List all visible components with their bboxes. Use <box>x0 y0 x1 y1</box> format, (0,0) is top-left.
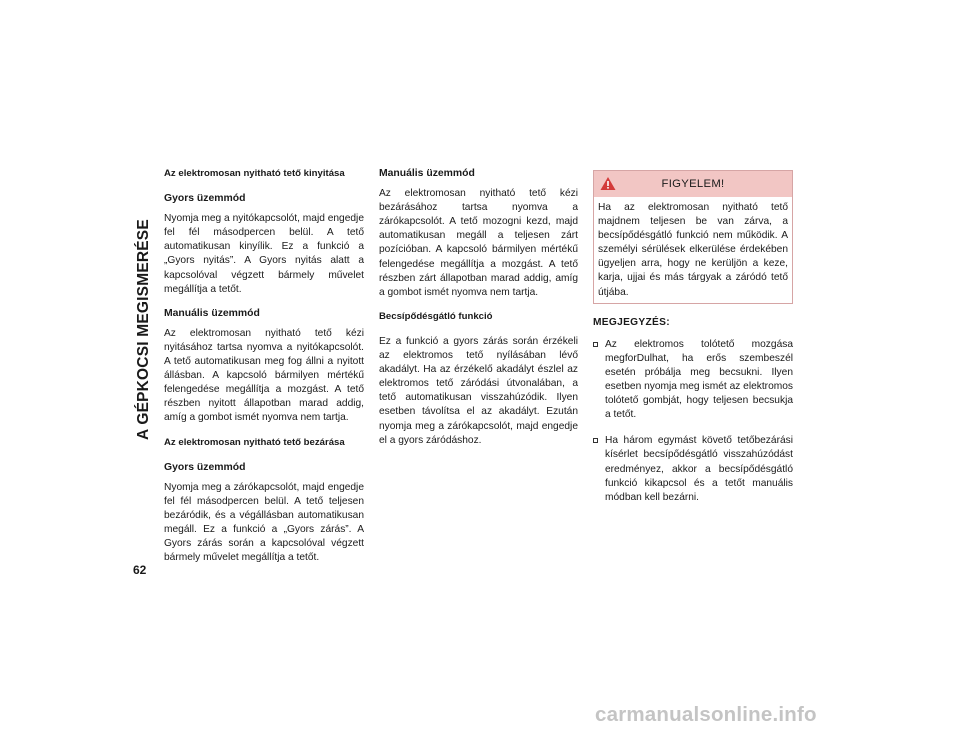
column-left <box>164 167 364 575</box>
note-item-text: Az elektromos tolótető mozgása megforDulhat, ha erős szembeszél esetén próbálja meg becsukni. Ilyen esetben nyomja meg ismét az elektromos tolótető gombját, hogy teljesen becsukja a tetőt. <box>605 338 793 421</box>
paragraph-manual-open: Az elektromosan nyitható tető kézi nyitásához tartsa nyomva a nyitókapcsolót. A tető automatikusan meg fog állni a nyitott állásban. A kapcsoló bármilyen mértékű felengedése megállítja a mozgást. A tető részben nyitott állapotban marad addig, amíg a gombot ismét nyomva nem tartja. <box>164 327 364 424</box>
paragraph-fast-open: Nyomja meg a nyitókapcsolót, majd engedje fel fél másodpercen belül. A tető automatikusan kinyílik. Ez a funkció a „Gyors nyitás”. A Gyors nyitás alatt a kapcsolóval végzett bármely művelet megállítja a tetőt. <box>164 213 364 295</box>
subheading-manual-close: Manuális üzemmód <box>379 168 475 179</box>
subheading-fast-open: Gyors üzemmód <box>164 193 246 205</box>
warning-text: Ha az elektromosan nyitható tető majdnem teljesen be van zárva, a becsípődésgátló funkció nem működik. A személyi sérülések elkerülése érdekében ügyeljen arra, hogy ne kerüljön a keze, karja, ujjai és más tárgyak a záródó tető útjába. <box>598 202 788 298</box>
warning-triangle-icon <box>600 176 616 191</box>
note-item <box>593 338 793 423</box>
paragraph-pinch-protection: Ez a funkció a gyors zárás során érzékeli az elektromos tető nyílásában lévő akadályt. Ha az érzékelő akadályt észlel az elektromos tető záródási útvonalában, a tető automatikusan visszahúzódik. Ilyen esetben távolítsa el az akadályt. Ezután nyomja meg a zárókapcsolót, majd engedje el a gyors záródáshoz. <box>379 335 578 446</box>
note-item-text: Ha három egymást követő tetőbezárási kísérlet becsípődésgátló visszahúzódást eredményez, akkor a becsípődésgátló funkció kikapcsol és a tetőt manuális módban kell bezárni. <box>605 435 793 503</box>
square-bullet-icon <box>593 438 598 443</box>
subheading-manual-open: Manuális üzemmód <box>164 307 260 319</box>
paragraph-fast-close: Nyomja meg a zárókapcsolót, majd engedje fel fél másodpercen belül. A tető teljesen bezáródik, és a végállásban automatikusan megáll. Ez a funkció a „Gyors zárás”. A Gyors zárás során a kapcsolóval végzett bármely művelet megállítja a tetőt. <box>164 481 364 564</box>
section-side-title: A GÉPKOCSI MEGISMERÉSE <box>135 219 152 440</box>
column-right <box>593 170 793 517</box>
warning-box <box>593 170 793 304</box>
subheading-fast-close: Gyors üzemmód <box>164 461 246 473</box>
heading-pinch-protection: Becsípődésgátló funkció <box>379 310 493 322</box>
warning-header <box>594 171 792 197</box>
square-bullet-icon <box>593 342 598 347</box>
page-number: 62 <box>133 563 147 577</box>
column-middle <box>379 167 578 458</box>
heading-open-sunroof: Az elektromosan nyitható tető kinyitása <box>164 168 345 179</box>
watermark: carmanualsonline.info <box>595 703 817 726</box>
warning-title: FIGYELEM! <box>661 177 725 190</box>
heading-close-sunroof: Az elektromosan nyitható tető bezárása <box>164 436 345 448</box>
note-item <box>593 434 793 504</box>
paragraph-manual-close: Az elektromosan nyitható tető kézi bezárásához tartsa nyomva a zárókapcsolót. A tető mozogni kezd, majd automatikusan megáll a teljesen zárt pozícióban. A kapcsoló bármilyen mértékű felengedése megállítja a mozgást. A tető részben zárt állapotban marad addig, amíg a gombot ismét nyomva nem tartja. <box>379 188 578 298</box>
note-title: MEGJEGYZÉS: <box>593 316 670 328</box>
